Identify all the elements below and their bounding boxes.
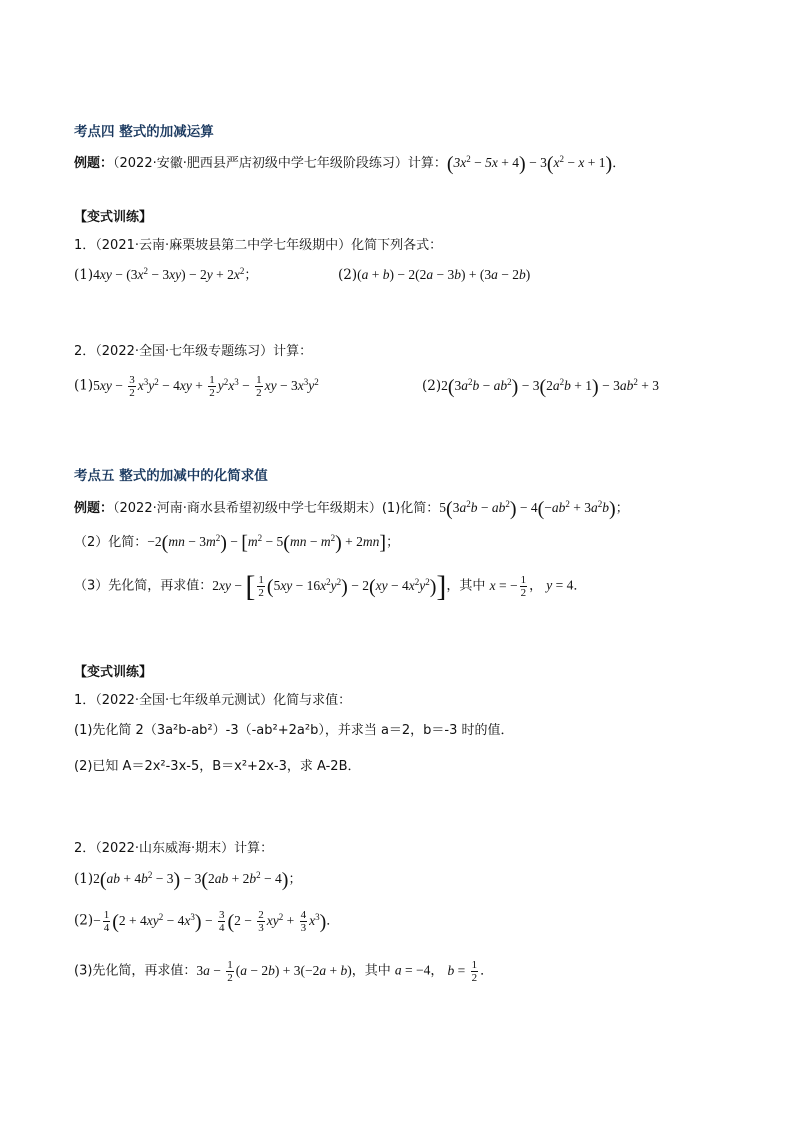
s4-q1-part1: $(1)4xy - (3x^2 - 3xy) - 2y + 2x^2$； <box>74 266 258 283</box>
section5-example-3: （3）先化简，再求值：2xy − [ $\frac{1}{2}$ $(5xy - 16x^2y^2) - 2(xy - 4x^2y^2)$]，其中 x = − $\frac{1}{2}$ ， y = 4． <box>74 569 587 603</box>
s5-q2-part2: (2)− $\frac{1}{4}$ $(2 + 4xy^2 - 4x^3)$ − $\frac{3}{4}$ (2 − $\frac{2}{3}$ $xy^2$ + $\frac{4}{3}$ $x^3$)． <box>74 909 340 934</box>
s5-q2-part1: $(1)2(ab + 4b^2 - 3) - 3(2ab + 2b^2 - 4)$； <box>74 868 302 891</box>
section4-title: 考点四 整式的加减运算 <box>74 124 214 140</box>
s5-q2-heading: 2．（2022·山东威海·期末）计算： <box>74 841 274 856</box>
example-source: （2022·河南·商水县希望初级中学七年级期末）(1)化简： <box>113 501 440 516</box>
practice-label-1: 【变式训练】 <box>74 210 153 225</box>
example-label: 例题： <box>74 501 114 516</box>
s4-q1-part2: (2)(a + b) − 2(2a − 3b) + (3a − 2b) <box>338 267 531 283</box>
section5-example-1: 例题：（2022·河南·商水县希望初级中学七年级期末）(1)化简：$5(3a^2b - ab^2) - 4(-ab^2 + 3a^2b)$； <box>74 497 629 520</box>
s4-q2-heading: 2．（2022·全国·七年级专题练习）计算： <box>74 344 313 359</box>
ex3-prefix: （3）先化简，再求值： <box>74 578 213 594</box>
section5-example-2: （2）化简：$-2(mn - 3m^2) - [m^2 - 5(mn - m^2) + 2mn]$； <box>74 531 400 554</box>
section4-example: 例题：（2022·安徽·肥西县严店初级中学七年级阶段练习）计算：$(3x^2 - 5x + 4) - 3(x^2 - x + 1)$． <box>74 152 626 175</box>
section5-title: 考点五 整式的加减中的化简求值 <box>74 468 268 484</box>
example-label: 例题： <box>74 156 114 171</box>
s4-q1-heading: 1．（2021·云南·麻栗坡县第二中学七年级期中）化简下列各式： <box>74 238 443 253</box>
example-source: （2022·安徽·肥西县严店初级中学七年级阶段练习）计算： <box>113 156 447 171</box>
s4-q2-part2: $(2)2(3a^2b - ab^2) - 3(2a^2b + 1) - 3ab^2 + 3$ <box>422 375 659 398</box>
s4-q2-part1: (1)5xy − $\frac{3}{2}$ $x^3y^2 - 4xy$ + $\frac{1}{2}$ $y^2x^3$ − $\frac{1}{2}$ xy − $3x^3y^2$ <box>74 374 319 399</box>
example-expression: $(3x^2 - 5x + 4) - 3(x^2 - x + 1)$ <box>446 152 613 175</box>
ex2-prefix: （2）化简： <box>74 535 148 550</box>
s5-q1-part2: (2)已知 A＝2x²-3x-5，B＝x²+2x-3，求 A-2B． <box>74 759 361 774</box>
s5-q2-part3: (3)先化简，再求值：3a − $\frac{1}{2}$ (a − 2b) + 3(−2a + b)，其中 a = −4， b = $\frac{1}{2}$ ． <box>74 959 494 984</box>
practice-label-2: 【变式训练】 <box>74 665 153 680</box>
s5-q1-part1: (1)先化简 2（3a²b-ab²）-3（-ab²+2a²b），并求当 a＝2，b＝-3 时的值． <box>74 723 514 738</box>
s5-q1-heading: 1．（2022·全国·七年级单元测试）化简与求值： <box>74 693 352 708</box>
